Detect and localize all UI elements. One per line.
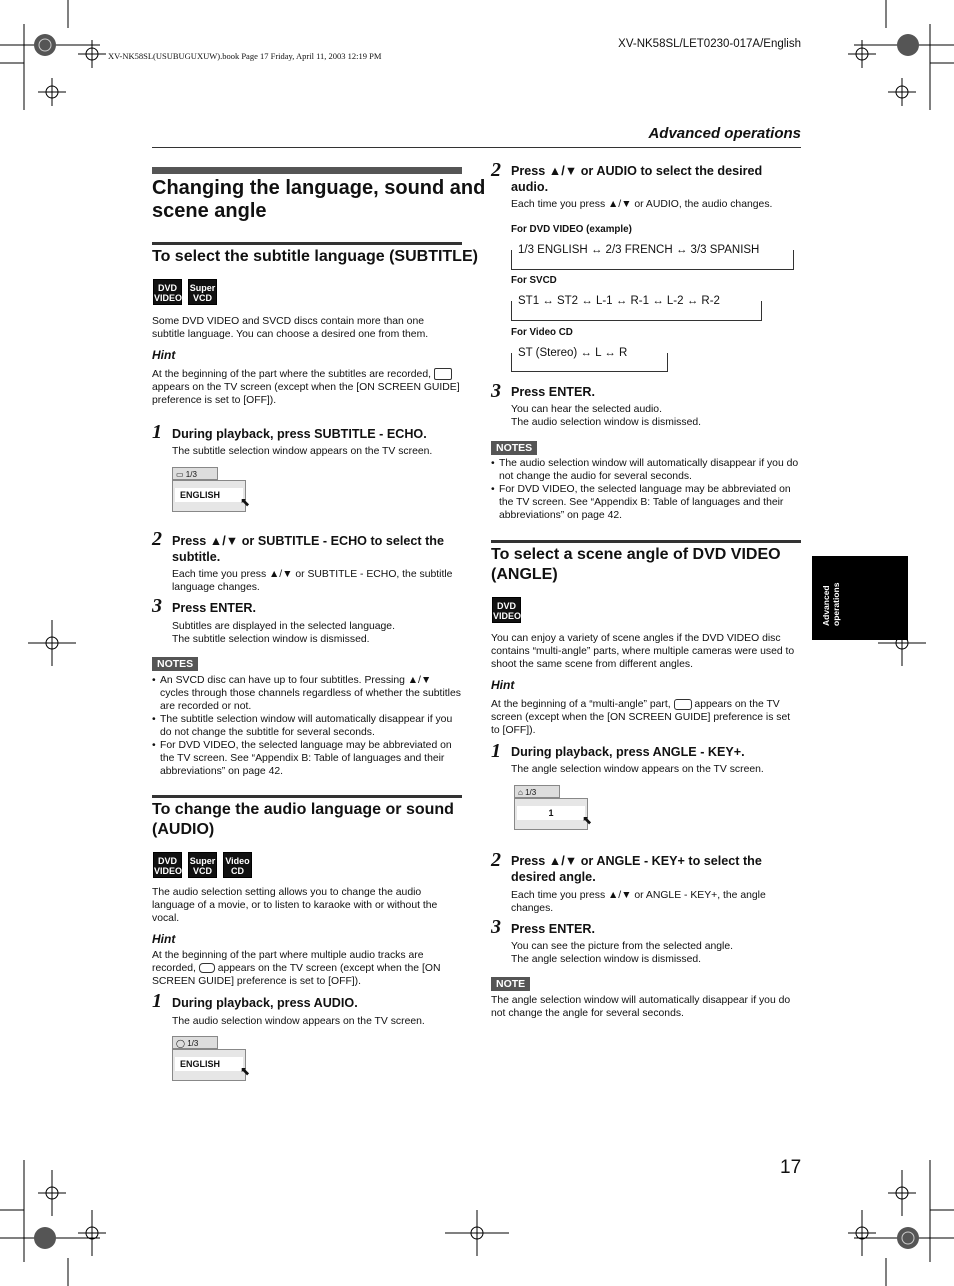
angle-step2-num: 2	[491, 849, 501, 871]
angle-rule	[491, 540, 801, 543]
audio-step3-num: 3	[491, 380, 501, 402]
svcd-flow-label: For SVCD	[511, 275, 557, 286]
audio-notes-label: NOTES	[491, 441, 537, 455]
dvd-logo-top: DVD	[496, 601, 516, 611]
angle-step1-title: During playback, press ANGLE - KEY+.	[511, 745, 745, 759]
angle-hint-b: appears on the TV screen (except when the [ON SCREEN GUIDE] preference is set to [OFF]).	[491, 699, 791, 736]
cursor-icon: ⬉	[582, 813, 593, 827]
angle-hint-a: At the beginning of a “multi-angle” part,	[491, 699, 671, 710]
audio-notes-list	[491, 457, 801, 522]
svcd-flow: ST1 ↔ ST2 ↔ L-1 ↔ R-1 ↔ L-2 ↔ R-2	[518, 294, 723, 308]
header-rule	[152, 147, 801, 148]
angle-heading-line2: (ANGLE)	[491, 566, 558, 583]
angle-heading-line1: To select a scene angle of DVD VIDEO	[491, 546, 781, 563]
vcd-logo-top: Video	[225, 856, 250, 866]
angle-osd-value: 1	[517, 806, 585, 820]
vcd-flow: ST (Stereo) ↔ L ↔ R	[518, 346, 630, 360]
audio-heading-line2: (AUDIO)	[152, 821, 215, 838]
angle-step2-title: Press ▲/▼ or ANGLE - KEY+ to select the desired angle.	[511, 854, 762, 884]
subtitle-step2-body: Each time you press ▲/▼ or SUBTITLE - ECHO, the subtitle language changes.	[172, 569, 453, 593]
angle-osd-tab	[514, 785, 560, 798]
dvd-logo-bottom: VIDEO	[154, 293, 183, 303]
side-tab-line1: Advanced	[821, 585, 831, 626]
angle-step3-body1: You can see the picture from the selected angle.	[511, 941, 734, 952]
model-code: XV-NK58SL/LET0230-017A/English	[618, 38, 801, 50]
audio-step1-title: During playback, press AUDIO.	[172, 996, 358, 1010]
angle-note-label: NOTE	[491, 977, 530, 991]
angle-osd-tab-icon: ⌂	[518, 788, 526, 797]
audio-hint-a: At the beginning of the part where multiple audio tracks are recorded,	[152, 950, 424, 974]
audio-step2-num: 2	[491, 159, 501, 181]
subtitle-osd-value: ENGLISH	[175, 488, 243, 502]
audio-osd-tab-text: 1/3	[187, 1039, 199, 1048]
svcd-logo-bottom: VCD	[192, 866, 212, 876]
subtitle-step2-num: 2	[152, 528, 162, 550]
subtitle-notes-label: NOTES	[152, 657, 198, 671]
audio-hint-label: Hint	[152, 932, 176, 946]
title-line1: Changing the language, sound and	[152, 177, 486, 199]
subtitle-step1-num: 1	[152, 421, 162, 443]
audio-step3-body	[511, 403, 701, 429]
dvd-flow-label: For DVD VIDEO (example)	[511, 224, 632, 235]
cursor-icon: ⬉	[240, 495, 251, 509]
angle-intro: You can enjoy a variety of scene angles if the DVD VIDEO disc contains “multi-angle” parts, where multiple cameras were used to shoot the same scene from different angles.	[491, 633, 795, 670]
audio-osd-icon	[199, 963, 215, 973]
dvd-video-logo	[153, 279, 182, 305]
subtitle-hint	[152, 368, 462, 407]
book-info: XV-NK58SL(USUBUGUXUW).book Page 17 Friday, April 11, 2003 12:19 PM	[108, 51, 382, 61]
vcd-flow-label: For Video CD	[511, 327, 573, 338]
camera-icon	[674, 699, 692, 710]
subtitle-step3-body2: The subtitle selection window is dismissed.	[172, 634, 370, 645]
list-item: • The audio selection window will automatically disappear if you do not change the audio for several seconds.	[491, 457, 801, 483]
audio-rule	[152, 795, 462, 798]
audio-osd-window	[172, 1036, 251, 1082]
subtitle-step3-num: 3	[152, 595, 162, 617]
angle-step1-body: The angle selection window appears on the TV screen.	[511, 764, 764, 775]
subtitle-step1-body: The subtitle selection window appears on the TV screen.	[172, 446, 433, 457]
dvd-video-logo	[153, 852, 182, 878]
section-header: Advanced operations	[648, 125, 801, 142]
angle-osd-tab-text: 1/3	[525, 788, 537, 797]
audio-osd-tab	[172, 1036, 218, 1049]
audio-step2-title: Press ▲/▼ or AUDIO to select the desired audio.	[511, 164, 763, 194]
dvd-video-logo	[492, 597, 521, 623]
page-title	[152, 177, 485, 223]
audio-step3-title: Press ENTER.	[511, 385, 595, 399]
angle-step1-num: 1	[491, 740, 501, 762]
audio-hint	[152, 949, 457, 988]
dvd-logo-bottom: VIDEO	[154, 866, 183, 876]
svcd-logo	[188, 852, 217, 878]
angle-step3-body	[511, 940, 733, 966]
svcd-logo-top: Super	[189, 283, 216, 293]
audio-heading	[152, 800, 454, 840]
angle-heading	[491, 545, 781, 585]
svcd-logo	[188, 279, 217, 305]
audio-step3-body2: The audio selection window is dismissed.	[511, 417, 702, 428]
subtitle-heading: To select the subtitle language (SUBTITLE)	[152, 248, 478, 265]
angle-hint-label: Hint	[491, 678, 515, 692]
subtitle-hint-a: At the beginning of the part where the subtitles are recorded,	[152, 369, 431, 380]
angle-step3-title: Press ENTER.	[511, 922, 595, 936]
dvd-flow: 1/3 ENGLISH ↔ 2/3 FRENCH ↔ 3/3 SPANISH	[518, 243, 762, 257]
subtitle-hint-label: Hint	[152, 348, 176, 362]
svcd-logo-bottom: VCD	[192, 293, 212, 303]
dvd-logo-top: DVD	[157, 283, 177, 293]
audio-osd-value: ENGLISH	[175, 1057, 243, 1071]
subtitle-step3-title: Press ENTER.	[172, 601, 256, 615]
audio-hint-b: appears on the TV screen (except when the [ON SCREEN GUIDE] preference is set to [OFF]).	[152, 963, 441, 987]
subtitle-rule	[152, 242, 462, 245]
subtitle-osd-tab-text: 1/3	[185, 470, 197, 479]
list-item: • The subtitle selection window will automatically disappear if you do not change the subtitle for several seconds.	[152, 713, 462, 739]
list-item: • An SVCD disc can have up to four subtitles. Pressing ▲/▼ cycles through those channels regardless of whether the subtitles are recorded or not.	[152, 674, 462, 713]
audio-heading-line1: To change the audio language or sound	[152, 801, 454, 818]
audio-step3-body1: You can hear the selected audio.	[511, 404, 662, 415]
audio-step2-body: Each time you press ▲/▼ or AUDIO, the audio changes.	[511, 199, 773, 210]
list-item: • For DVD VIDEO, the selected language may be abbreviated on the TV screen. See “Appendix B: Table of languages and their abbreviations” on page 42.	[491, 483, 801, 522]
page-number: 17	[780, 1157, 802, 1178]
subtitle-osd-tab-icon: ▭	[176, 470, 186, 479]
subtitle-step2-title: Press ▲/▼ or SUBTITLE - ECHO to select the subtitle.	[172, 534, 444, 564]
subtitle-osd-icon	[434, 368, 452, 380]
angle-step3-body2: The angle selection window is dismissed.	[511, 954, 702, 965]
audio-step1-body: The audio selection window appears on the TV screen.	[172, 1016, 425, 1027]
svcd-logo-top: Super	[189, 856, 216, 866]
angle-hint	[491, 698, 801, 737]
dvd-logo-bottom: VIDEO	[493, 611, 522, 621]
side-tab	[812, 556, 908, 640]
list-item: • For DVD VIDEO, the selected language may be abbreviated on the TV screen. See “Appendix B: Table of languages and their abbreviations” on page 42.	[152, 739, 462, 778]
angle-step3-num: 3	[491, 916, 501, 938]
angle-osd-window	[514, 785, 593, 831]
title-bar	[152, 167, 462, 174]
angle-note: The angle selection window will automatically disappear if you do not change the angle for several seconds.	[491, 995, 791, 1019]
subtitle-step3-body	[172, 620, 395, 646]
subtitle-intro: Some DVD VIDEO and SVCD discs contain more than one subtitle language. You can choose a desired one from them.	[152, 316, 429, 340]
angle-step2-body: Each time you press ▲/▼ or ANGLE - KEY+, the angle changes.	[511, 890, 766, 914]
subtitle-osd-window	[172, 467, 251, 513]
subtitle-step1-title: During playback, press SUBTITLE - ECHO.	[172, 427, 427, 441]
title-line2: scene angle	[152, 200, 267, 222]
subtitle-step3-body1: Subtitles are displayed in the selected language.	[172, 621, 395, 632]
subtitle-osd-tab	[172, 467, 218, 480]
video-cd-logo	[223, 852, 252, 878]
subtitle-hint-b: appears on the TV screen (except when the [ON SCREEN GUIDE] preference is set to [OFF]).	[152, 382, 460, 406]
audio-osd-tab-icon: ◯	[176, 1039, 188, 1048]
audio-intro: The audio selection setting allows you to change the audio language of a movie, or to listen to karaoke with or without the vocal.	[152, 887, 438, 924]
vcd-logo-bottom: CD	[231, 866, 244, 876]
dvd-logo-top: DVD	[157, 856, 177, 866]
audio-step1-num: 1	[152, 990, 162, 1012]
side-tab-line2: operations	[831, 582, 841, 626]
subtitle-notes-list	[152, 674, 462, 778]
cursor-icon: ⬉	[240, 1064, 251, 1078]
